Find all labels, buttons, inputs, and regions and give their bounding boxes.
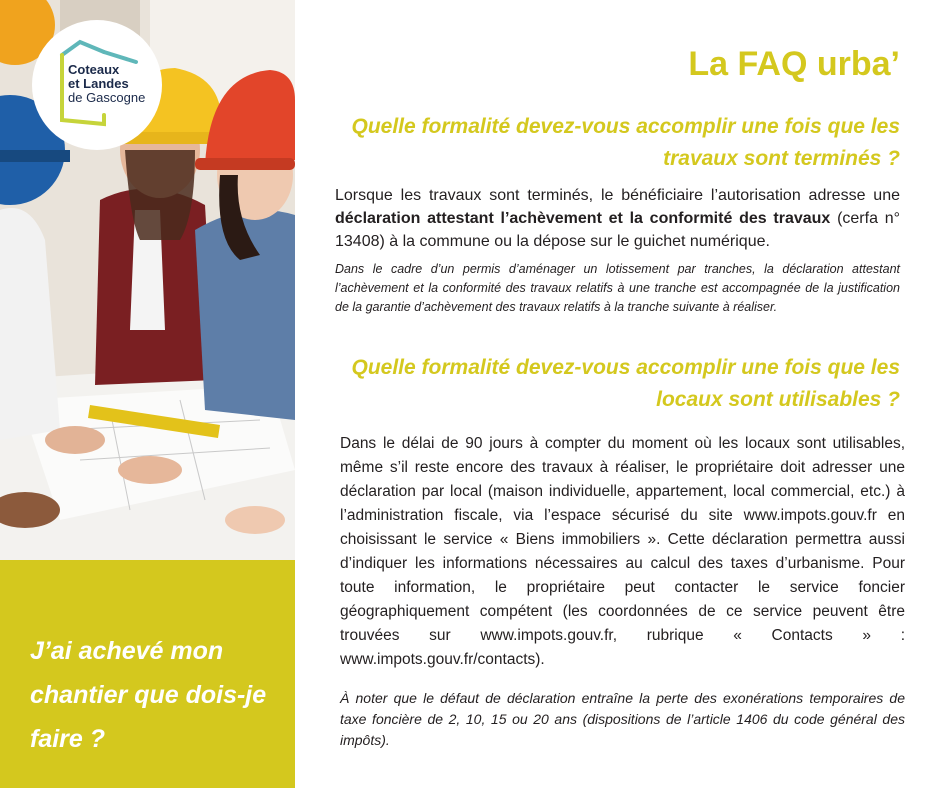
logo-line-1: Coteaux xyxy=(68,62,120,77)
page-title: La FAQ urba’ xyxy=(688,45,900,83)
section-1-paragraph xyxy=(335,184,900,253)
section-2-heading: Quelle formalité devez-vous accomplir une fois que les locaux sont utilisables ? xyxy=(351,356,900,411)
logo-wordmark xyxy=(68,63,145,105)
construction-team-photo xyxy=(0,0,295,560)
section-2-paragraph: Dans le délai de 90 jours à compter du moment où les locaux sont utilisables, même s’il reste encore des travaux à réaliser, le propriétaire doit adresser une déclaration par local (maison individuelle, appartement, local commercial, etc.) à l’administration fiscale, via l’espace sécurisé du site www.impots.gouv.fr en choisissant le service « Biens immobiliers ». Cette déclaration permettra aussi d’indiquer les informations nécessaires au calcul des taxes d’urbanisme. Pour toute information, le propriétaire peut contacter le service foncier géographiquement compétent (les coordonnées de ce service peuvent être trouvées sur www.impots.gouv.fr, rubrique « Contacts » : www.impots.gouv.fr/contacts). xyxy=(340,435,905,668)
logo-badge xyxy=(32,20,162,150)
section-1-heading: Quelle formalité devez-vous accomplir une fois que les travaux sont terminés ? xyxy=(351,115,900,170)
left-column xyxy=(0,0,295,788)
logo-line-2: et Landes xyxy=(68,76,129,91)
section-1-text-start: Lorsque les travaux sont terminés, le bénéficiaire l’autorisation adresse une xyxy=(335,187,900,204)
panel-question: J’ai achevé mon chantier que dois-je faire ? xyxy=(30,637,267,753)
logo-line-3: de Gascogne xyxy=(68,90,146,105)
section-1-bold-text: déclaration attestant l’achèvement et la conformité des travaux xyxy=(335,210,831,227)
section-1-note: Dans le cadre d’un permis d’aménager un lotissement par tranches, la déclaration attestant l’achèvement et la conformité des travaux relatifs à une tranche est accompagnée de la justification de la garantie d’achèvement des travaux relatifs à la tranche suivante à réaliser. xyxy=(335,262,900,314)
question-panel xyxy=(0,560,295,788)
section-2-note: À noter que le défaut de déclaration entraîne la perte des exonérations temporaires de taxe foncière de 2, 10, 15 ou 20 ans (dispositions de l’article 1406 du code général des impôts). xyxy=(340,690,905,748)
section-1-text-end: (cerfa n° 13408) à la commune ou la dépose sur le guichet numérique. xyxy=(335,210,900,250)
